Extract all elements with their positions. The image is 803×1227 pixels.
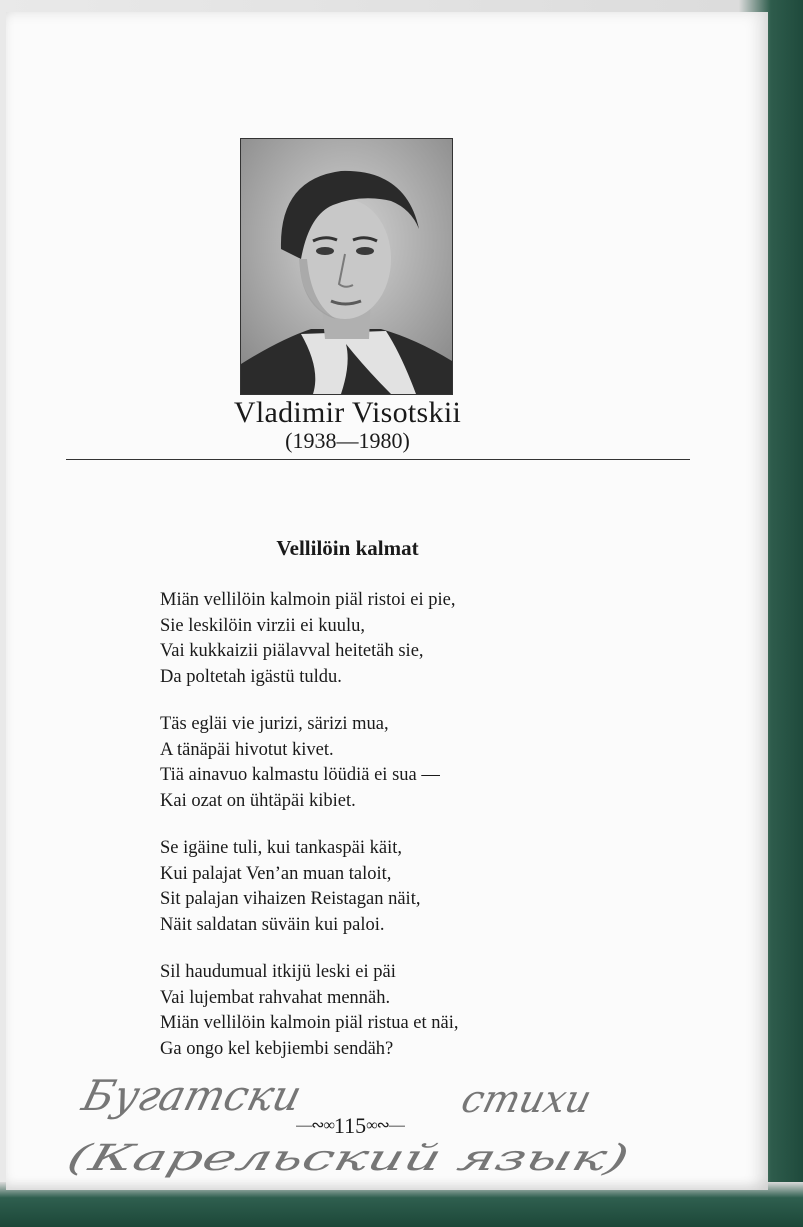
poem-line: Sit palajan vihaizen Reistagan näit, [160, 889, 421, 909]
poem-line: Näit saldatan süväin kui paloi. [160, 914, 385, 935]
page-number: 115 [333, 1113, 367, 1138]
poem-line: Se igäine tuli, kui tankaspäi käit, [160, 838, 402, 858]
handwritten-line: (Карельский язык) [62, 1136, 432, 1179]
poem-line: Da poltetah igästü tuldu. [160, 666, 342, 687]
portrait-drawing [241, 139, 452, 394]
folio-ornament-left: —∾∞ [296, 1117, 334, 1134]
poem-line: Tiä ainavuo kalmastu löüdiä ei sua — [160, 765, 440, 785]
poem-line: Ga ongo kel kebjiembi sendäh? [160, 1038, 394, 1059]
poem-line: Miän vellilöin kalmoin piäl ristoi ei pie, [160, 590, 456, 610]
divider-rule [66, 459, 690, 460]
poem-line: A tänäpäi hivotut kivet. [160, 739, 334, 760]
stanza [160, 712, 580, 814]
handwritten-word: стихи [457, 1077, 596, 1122]
poem-line: Vai kukkaizii piälavval heitetäh sie, [160, 641, 424, 661]
stanza [160, 588, 580, 690]
poem-line: Kui palajat Ven’an muan taloit, [160, 863, 392, 884]
poem-line: Täs egläi vie jurizi, särizi mua, [160, 714, 389, 734]
folio-ornament-right: ∞∾— [366, 1117, 404, 1134]
stanza [160, 836, 580, 938]
poem-line: Kai ozat on ühtäpäi kibiet. [160, 790, 356, 811]
page-number-folio [250, 1113, 450, 1139]
author-portrait [240, 138, 453, 395]
author-years: (1938—1980) [285, 428, 410, 453]
stanza [160, 960, 580, 1062]
poem-line: Miän vellilöin kalmoin piäl ristua et näi, [160, 1013, 459, 1033]
poem-body [160, 588, 580, 1084]
poem-line: Vai lujembat rahvahat mennäh. [160, 987, 391, 1008]
author-name: Vladimir Visotskii [233, 396, 462, 429]
poem-line: Sil haudumual itkijü leski ei päi [160, 962, 396, 982]
poem-title: Vellilöin kalmat [276, 536, 419, 560]
handwritten-word: Бугатски [77, 1071, 307, 1121]
poem-line: Sie leskilöin virzii ei kuulu, [160, 615, 366, 636]
